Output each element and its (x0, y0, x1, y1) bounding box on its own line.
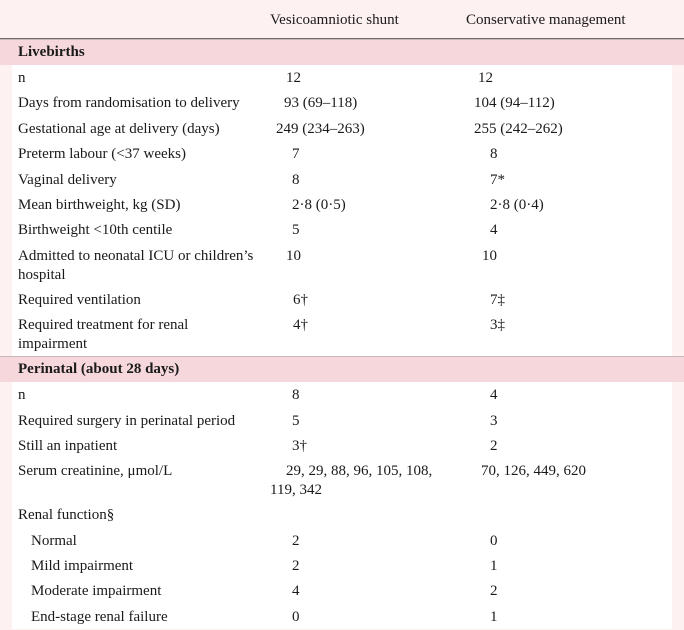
column-header-shunt: Vesicoamniotic shunt (270, 12, 399, 28)
livebirths-group (12, 65, 672, 356)
conservative-value: 1 (490, 558, 498, 575)
shunt-value: 12 (286, 70, 301, 86)
row-label: Days from randomisation to delivery (18, 95, 240, 112)
table-row (12, 502, 672, 527)
conservative-value: 255 (242–262) (474, 120, 563, 137)
table-row (12, 382, 672, 407)
shunt-value: 7 (292, 146, 300, 163)
table-row (12, 116, 672, 141)
row-label: End-stage renal failure (31, 608, 168, 625)
conservative-value: 3‡ (490, 317, 505, 334)
table-header (0, 0, 684, 39)
table-row (12, 65, 672, 90)
table-row (12, 458, 672, 502)
conservative-value: 7‡ (490, 291, 505, 308)
table-row (12, 578, 672, 603)
shunt-value: 10 (286, 247, 301, 264)
table-row (12, 553, 672, 578)
conservative-value: 2 (490, 437, 498, 454)
shunt-value: 93 (69–118) (284, 95, 358, 112)
conservative-value: 2·8 (0·4) (490, 196, 544, 213)
row-label: Serum creatinine, μmol/L (18, 463, 173, 480)
row-label: Required treatment for renal impairment (18, 317, 189, 353)
shunt-value: 5 (292, 412, 300, 429)
conservative-value: 0 (490, 532, 498, 549)
row-label: n (18, 70, 26, 86)
row-label: Still an inpatient (18, 437, 118, 454)
table-row (12, 528, 672, 553)
shunt-value: 29, 29, 88, 96, 105, 108, 119, 342 (270, 463, 433, 499)
conservative-value: 12 (478, 70, 493, 86)
shunt-value: 4 (292, 583, 300, 600)
column-header-conservative: Conservative management (466, 12, 626, 28)
conservative-value: 4 (490, 222, 498, 239)
row-label: Preterm labour (<37 weeks) (18, 146, 186, 163)
row-label: Normal (31, 532, 77, 549)
shunt-value: 2·8 (0·5) (292, 196, 346, 213)
table-row (12, 217, 672, 242)
shunt-value: 6† (293, 291, 308, 308)
conservative-value: 10 (482, 247, 497, 264)
table-row (12, 604, 672, 629)
table-row (12, 287, 672, 312)
table-row (12, 167, 672, 192)
table-body (0, 39, 684, 629)
section-title: Perinatal (about 28 days) (18, 361, 180, 378)
row-label: Moderate impairment (31, 583, 162, 600)
shunt-value: 3† (292, 437, 307, 454)
row-label: Mean birthweight, kg (SD) (18, 196, 181, 213)
conservative-value: 104 (94–112) (474, 95, 555, 112)
section-livebirths (0, 39, 684, 65)
table-row (12, 192, 672, 217)
perinatal-group (12, 382, 672, 629)
shunt-value: 8 (292, 387, 300, 404)
row-label: Vaginal delivery (18, 171, 117, 188)
row-label: Renal function§ (18, 507, 115, 524)
conservative-value: 70, 126, 449, 620 (481, 463, 586, 480)
shunt-value: 2 (292, 532, 300, 549)
shunt-value: 249 (234–263) (276, 120, 365, 137)
row-label: Mild impairment (31, 558, 134, 575)
conservative-value: 4 (490, 387, 498, 404)
row-label: Gestational age at delivery (days) (18, 120, 220, 137)
section-title: Livebirths (18, 44, 85, 60)
conservative-value: 3 (490, 412, 498, 429)
table-row (12, 243, 672, 287)
section-perinatal (0, 356, 684, 382)
table-row (12, 90, 672, 115)
row-label: Required surgery in perinatal period (18, 412, 236, 429)
table-row (12, 312, 672, 356)
shunt-value: 5 (292, 222, 300, 239)
conservative-value: 8 (490, 146, 498, 163)
conservative-value: 1 (490, 608, 498, 625)
table-row (12, 141, 672, 166)
row-label: Birthweight <10th centile (18, 222, 173, 239)
table-row (12, 408, 672, 433)
row-label: Required ventilation (18, 291, 141, 308)
shunt-value: 8 (292, 171, 300, 188)
conservative-value: 7* (490, 171, 505, 188)
table-row (12, 433, 672, 458)
shunt-value: 0 (292, 608, 300, 625)
shunt-value: 4† (293, 317, 308, 334)
row-label: Admitted to neonatal ICU or children’s hospital (18, 247, 254, 283)
shunt-value: 2 (292, 558, 300, 575)
row-label: n (18, 387, 26, 404)
conservative-value: 2 (490, 583, 498, 600)
